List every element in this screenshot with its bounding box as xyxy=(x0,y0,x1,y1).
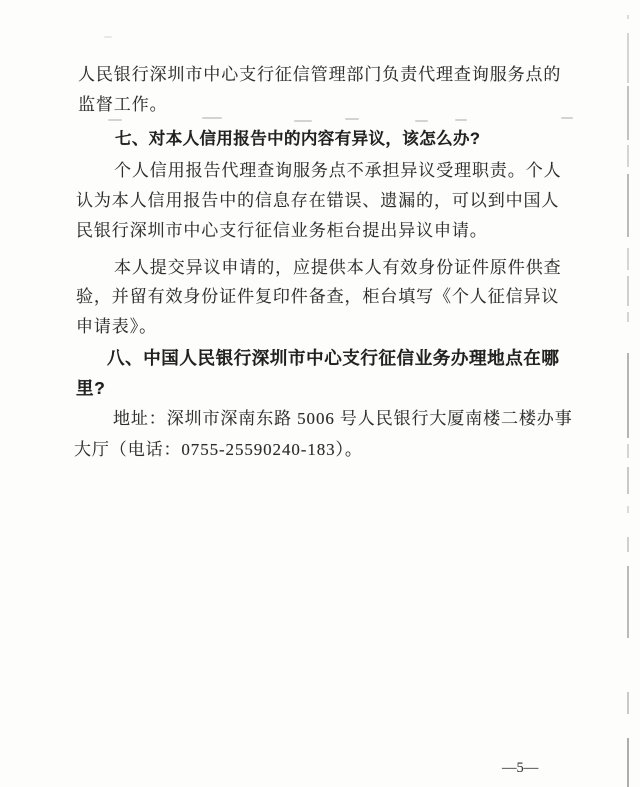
text-line: 民银行深圳市中心支行征信业务柜台提出异议申请。 xyxy=(76,221,488,240)
text-line: 个人信用报告代理查询服务点不承担异议受理职责。个人 xyxy=(114,161,562,180)
section-heading-8-cont: 里? xyxy=(76,378,106,398)
text-line: 人民银行深圳市中心支行征信管理部门负责代理查询服务点的 xyxy=(78,65,562,84)
section-heading-8: 八、中国人民银行深圳市中心支行征信业务办理地点在哪 xyxy=(107,348,560,368)
text-line: 申请表》。 xyxy=(76,317,157,336)
text-line: 本人提交异议申请的，应提供本人有效身份证件原件供查 xyxy=(114,258,562,277)
text-line: 大厅（电话：0755-25590240-183）。 xyxy=(74,440,363,459)
text-line: 地址：深圳市深南东路 5006 号人民银行大厦南楼二楼办事 xyxy=(113,409,573,428)
text-line: 监督工作。 xyxy=(78,95,168,114)
text-line: 验，并留有效身份证件复印件备查，柜台填写《个人征信异议 xyxy=(76,287,560,306)
page-number: —5— xyxy=(502,760,539,776)
text-line: 认为本人信用报告中的信息存在错误、遗漏的，可以到中国人 xyxy=(76,191,560,210)
section-heading-7: 七、对本人信用报告中的内容有异议，该怎么办? xyxy=(115,130,481,148)
